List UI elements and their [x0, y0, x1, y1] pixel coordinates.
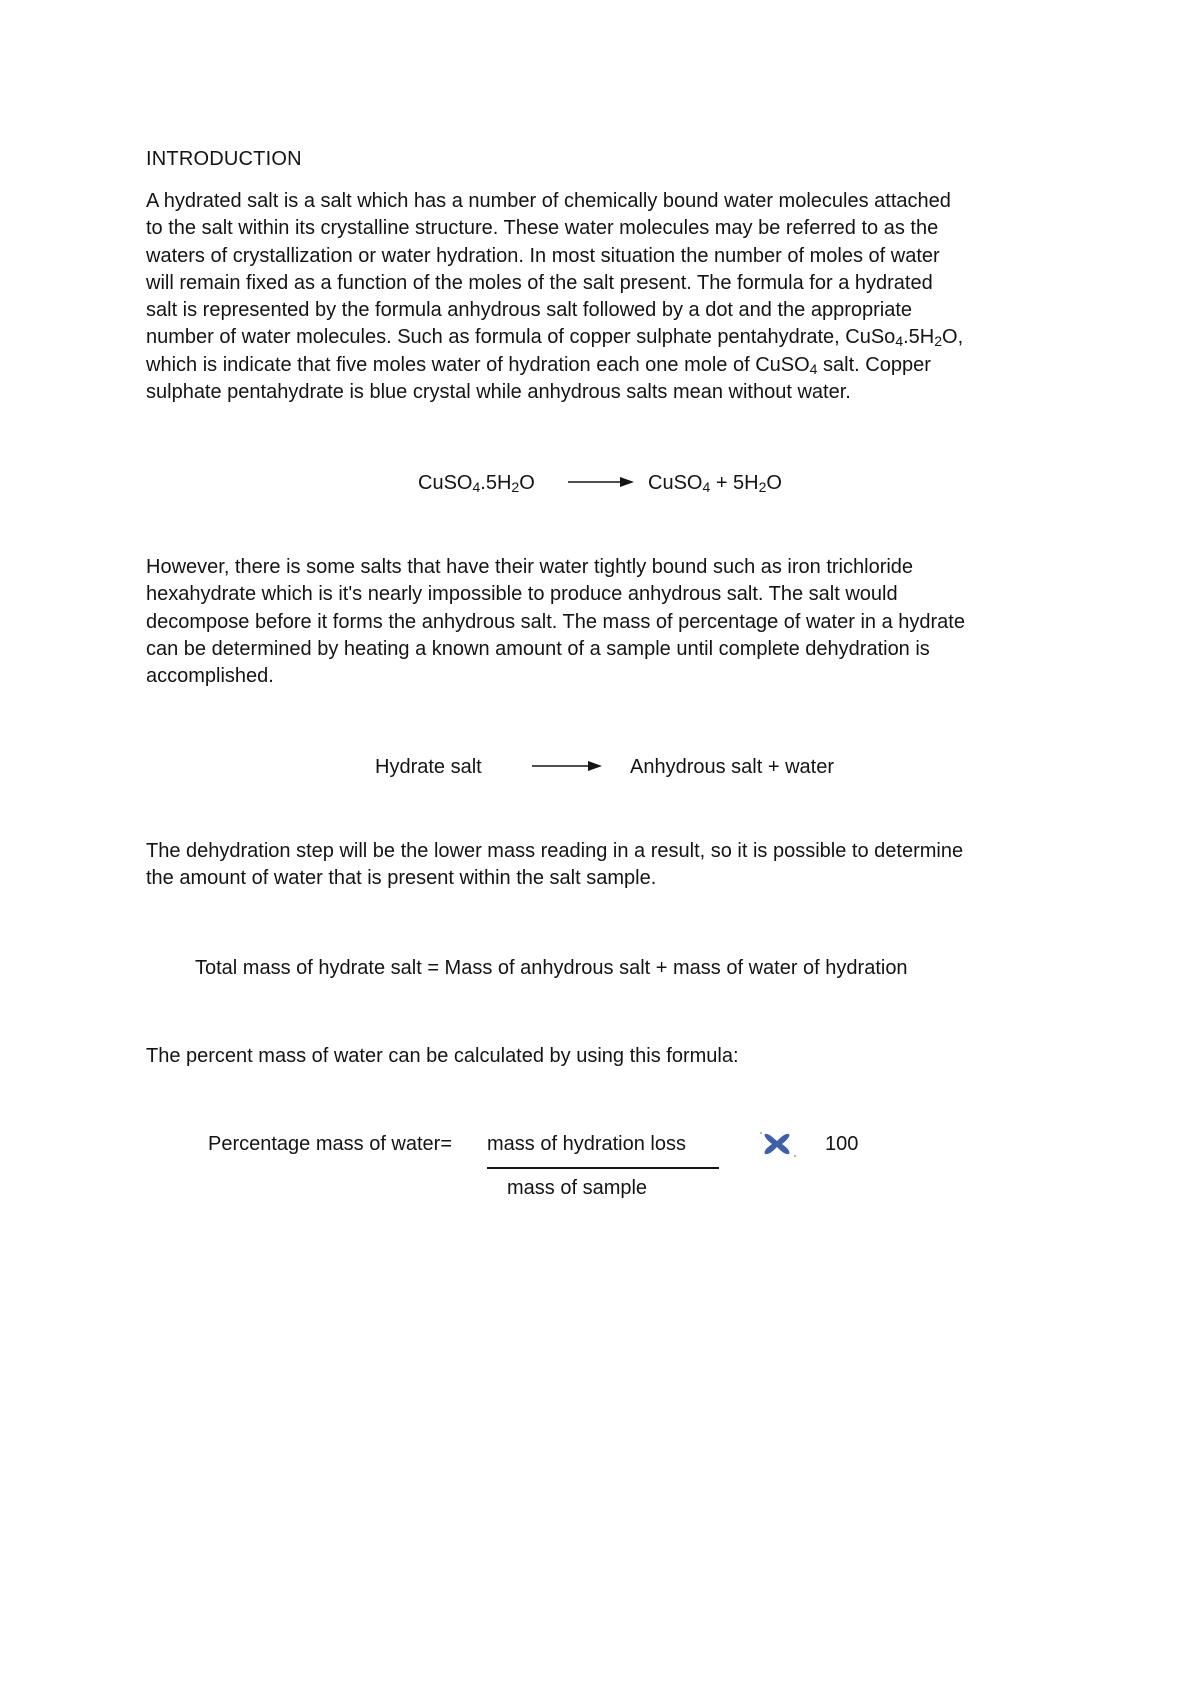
text-line: waters of crystallization or water hydration. In most situation the number of moles of water [146, 244, 940, 267]
multiply-icon [755, 1128, 799, 1160]
equation2-left: Hydrate salt [375, 756, 482, 778]
text-line: However, there is some salts that have their water tightly bound such as iron trichloride [146, 556, 914, 578]
mass-equation: Total mass of hydrate salt = Mass of anhydrous salt + mass of water of hydration [195, 957, 908, 979]
text-line: salt is represented by the formula anhydrous salt followed by a dot and the appropriate [146, 299, 913, 322]
formula-numerator: mass of hydration loss [487, 1133, 686, 1155]
text-line: hexahydrate which is it's nearly impossible to produce anhydrous salt. The salt would [146, 583, 898, 606]
paragraph-intro [146, 188, 963, 406]
reaction-arrow-icon [532, 758, 604, 774]
formula-label: Percentage mass of water= [208, 1133, 453, 1155]
text-line: A hydrated salt is a salt which has a number of chemically bound water molecules attached [146, 190, 951, 212]
equation2-right: Anhydrous salt + water [630, 756, 834, 778]
text-line: The percent mass of water can be calculated by using this formula: [146, 1045, 739, 1067]
text-line: the amount of water that is present within the salt sample. [146, 867, 657, 890]
text-line: sulphate pentahydrate is blue crystal while anhydrous salts mean without water. [146, 381, 851, 404]
text-line: to the salt within its crystalline structure. These water molecules may be referred to as the [146, 217, 939, 240]
text-line: will remain fixed as a function of the moles of the salt present. The formula for a hydrated [146, 271, 933, 294]
paragraph-hydrates [146, 554, 965, 690]
text-line: can be determined by heating a known amount of a sample until complete dehydration is [146, 637, 930, 660]
formula-multiplier: 100 [825, 1133, 859, 1155]
reaction-arrow-icon [568, 474, 636, 490]
text-line: accomplished. [146, 665, 274, 688]
section-heading: INTRODUCTION [146, 148, 302, 170]
paragraph-percent-intro [146, 1043, 739, 1070]
formula-denominator: mass of sample [507, 1177, 648, 1199]
equation1-right: CuSO$_4$ + $5H_2O$ [648, 472, 782, 495]
text-line: number of water molecules. Such as formula of copper sulphate pentahydrate, $CuSo_4.5H_2O$, [146, 326, 964, 350]
text-line: decompose before it forms the anhydrous salt. The mass of percentage of water in a hydrate [146, 610, 965, 633]
fraction-bar [487, 1167, 719, 1169]
paragraph-dehydration [146, 838, 963, 893]
text-line: The dehydration step will be the lower mass reading in a result, so it is possible to determine [146, 840, 964, 862]
text-line: which is indicate that five moles water of hydration each one mole of CuSO$_4$ salt. Copper [146, 353, 931, 377]
equation1-left: $CuSO_4.5H_2O$ [418, 472, 535, 495]
